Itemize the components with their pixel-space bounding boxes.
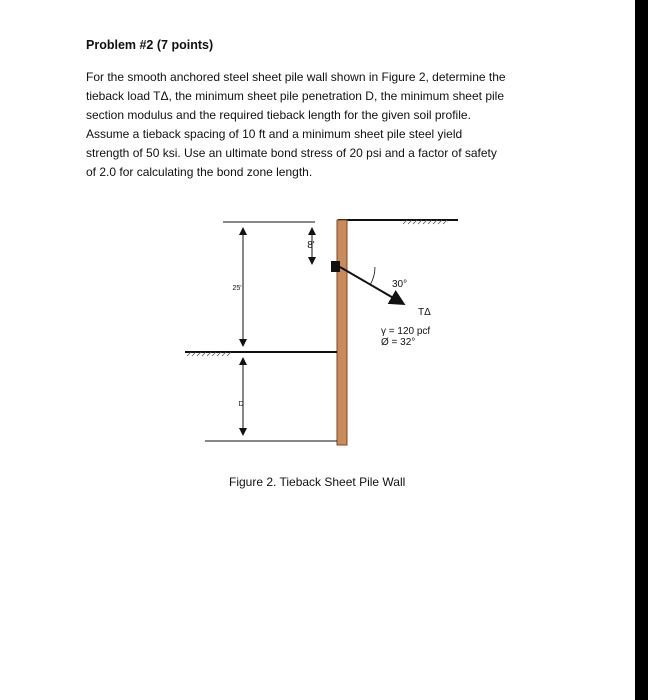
unit-weight-label: γ = 120 pcf <box>381 326 431 337</box>
angle-label: 30° <box>392 279 408 290</box>
problem-line: strength of 50 ksi. Use an ultimate bond stress of 20 psi and a factor of safety <box>86 146 497 160</box>
figure-caption: Figure 2. Tieback Sheet Pile Wall <box>229 475 406 489</box>
tieback-depth-label: 8' <box>307 240 315 251</box>
sheet-pile <box>337 220 347 445</box>
problem-statement <box>86 68 571 182</box>
problem-line: Assume a tieback spacing of 10 ft and a minimum sheet pile steel yield <box>86 127 463 141</box>
tieback-load-label: TΔ <box>418 307 431 318</box>
penetration-dimension-label: D <box>238 401 244 408</box>
problem-line: For the smooth anchored steel sheet pile wall shown in Figure 2, determine the <box>86 70 506 84</box>
problem-title: Problem #2 (7 points) <box>86 38 214 52</box>
sheet-pile-diagram <box>175 205 475 465</box>
problem-line: tieback load TΔ, the minimum sheet pile penetration D, the minimum sheet pile <box>86 89 504 103</box>
excavation-line <box>185 352 337 356</box>
height-dimension-label: 25' <box>232 285 242 292</box>
angle-arc <box>370 267 375 285</box>
tieback-anchor-head <box>331 261 340 272</box>
problem-line: of 2.0 for calculating the bond zone length. <box>86 165 313 179</box>
ground-surface-top <box>338 220 458 224</box>
problem-line: section modulus and the required tieback length for the given soil profile. <box>86 108 471 122</box>
friction-angle-label: Ø = 32° <box>381 337 416 348</box>
sheet-pile-figure <box>175 205 475 465</box>
